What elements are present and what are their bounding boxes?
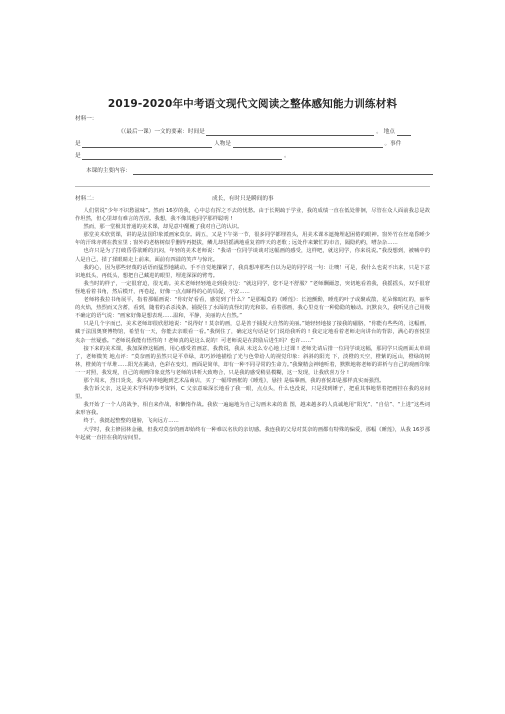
paragraph: 也许只是为了打破昏昏欲睡的沉闷，年轻的美术老师说：“我请一位同学谈谈对这幅画的感受，这样吧，就这同学，你来说说。”我没想到，被喊中的人是自己，揉了揉眼睛走上前来，面前有四溢的笑声与惊诧。 bbox=[75, 248, 430, 263]
answer-blank-people[interactable] bbox=[233, 142, 383, 148]
answer-blank-main-content[interactable] bbox=[133, 169, 433, 175]
paragraph: 接下来的美术课，我加深修这幅画，用心感受着画意，我教说，我从 未这么专心地上过课 ! 老师先请后排一位同学谈这幅，那同学只说画面太单调了，老师微笑 地点评：“莫奈画的虽然只是平草绿，却巧妙地描绘了光与色带给人的视觉印象：斜斜的阳光 下，淡橙的天空，橙紫的远山，橙绿的树林，橙黄的干草堆……阳光在跳动，色彩在变幻，画面是简单，却有一种不同寻常的生命力。”我聚精会神地听着，默默地将老师的讲析与自己的观画印象一一对照，我发现，自己的观画印象竟然与老师的讲析大致吻合，只是我的感受稍显模糊，这一发现，让我欣喜万分 ! bbox=[75, 345, 430, 376]
paragraph: 老师将我拉书角展平，指着那幅画说：“你好好看看，感觉到了什么？”是那幅莫的《睡莲》：长池颤勳，睡莲的叶子或聚或散，花朵像暗红的，丽华的火焰，热烈而又含蓄，看到，随着的杀杀浅条，捕捉住了水面的真怪幻的光和影。看着那画，我心里竟有一种隐隐的触动。沉默良久，我听见自己用极不确定的语气说：“画家好像是想表现……温和，平静，美丽的大自然。” bbox=[75, 297, 430, 320]
q2-line bbox=[86, 168, 433, 175]
answer-line-extra[interactable] bbox=[75, 186, 430, 187]
paragraph: 我开始了一个人的战争，相自来作战，和懒惰作战。我依一遍遍地为自己勾画未来的蓝 图，越来越多的人真诚地用“阳光”、“自信”、“上进”这些词来形容我。 bbox=[75, 402, 430, 417]
paragraph: 我的心，因为那些轻蔑的话语而猛烈地跳动。手不自觉地攥紧了，我真想冲那些自以为是的同学说一句：让噢！可是，我什么也说不出来，只是下意识地低头，再低头，想把自己藏进的眼里，埋进深深的臂弯。 bbox=[75, 264, 430, 279]
paragraph: 那个周末，烈日炎炎，我兴冲冲地跑到艺术品商店，买了一幅带画框的《睡莲》，悬挂 是临摹画，我的喜悦却是那样真实而强烈。 bbox=[83, 377, 385, 384]
paragraph: 大学时，我主修园林金融，但我对莫奈的画却始终有一种难以名状的亲切感。我连我的父母对莫奈的画都有特殊的偏爱，那幅《睡莲》，从我 16岁那年起就一直挂在我的房间里。 bbox=[75, 426, 430, 441]
q1-text: 《（最后一课）一文的要素：时间是 bbox=[118, 129, 205, 135]
q1-line3-end: 。 bbox=[284, 153, 290, 159]
answer-blank-place[interactable] bbox=[82, 142, 212, 148]
q1-line3 bbox=[75, 153, 290, 160]
paragraph: 只是几个字而已，美术老师却很欣慰地说：“说得好 ! 莫奈的画，总是善于捕捉大自然的美丽。”她轻轻地接了接我的磁胳，“你能有些些的，这幅画，藏于法国奥赛博物馆，希望有一天，你能去亲眼看一看。”我倒住了，确定这句话是专门说给我听的 ! 我定定地看着老师走向讲台的背影，满心的喜悦里夹杂一丝疑惑。“老师说我能有悟性的 ! 老师真的是这么说的！可老师说是在鼓励后进生吗？也许……” bbox=[75, 321, 430, 344]
q1-line2-start: 是 bbox=[75, 141, 81, 147]
material2-subtitle: 成长，有时只是瞬间的事 bbox=[212, 196, 274, 202]
paragraph: 那堂美术欣赏课，讲的是法国印象派画家莫奈。阔五，又是下午第一节，很多同学都埋着头，用美术课本遮掩埋起困倦的眼神。窗外竹在丝毫昏睡少年的汗珠亦薄在教室里 ; 窗外的老榕树似乎删得再挺拔，鳞儿却招摇满地重复着昨天的老歌 ; 远处作来繁忙的市音，隔隐约约，嘈杂杂…… bbox=[75, 232, 430, 247]
answer-blank-event[interactable] bbox=[82, 154, 282, 160]
q1-line2-end: 。事件 bbox=[384, 141, 402, 147]
q1-mid: 。 地点 bbox=[376, 129, 395, 135]
answer-blank-time[interactable] bbox=[206, 130, 374, 136]
paragraph: 然而，那一堂极其普通的美术课，却见意中醒覆了我对自己的认识。 bbox=[83, 224, 243, 231]
document-title: 2019-2020年中考语文现代文阅读之整体感知能力训练材料 bbox=[107, 98, 398, 110]
material2-label: 材料二： bbox=[75, 196, 98, 202]
paragraph: 终于，我挺起整整的翅膀，飞向远方…… bbox=[83, 418, 179, 425]
q1-line2-mid: 人物是 bbox=[214, 141, 231, 147]
paragraph: 人们常说“少年不识愁滋味”。然而 16岁的我，心中总有挥之不去的忧愁。由于长期疏于学业，我的成绩一直在低处徘徊，尽管在众人面前我总是故作坦然，但心里却有难言的苦涩。我想，我不像其他同学那样聪明 ! bbox=[75, 208, 430, 223]
q1-line2 bbox=[75, 141, 401, 148]
q1-line1 bbox=[118, 129, 411, 136]
material1-label: 材料一： bbox=[75, 116, 98, 122]
paragraph: 我当时的样子，一定很窘迫，很无助。美术老师轻轻地走到我旁边：“就这同学，您不是不舒服？”老师酬爾忽，突切地看着我，我摇摇头，双手很窘怪地看着书角，然后模开，再卷起，好像一点点睇得的心的局促，不安…… bbox=[75, 280, 430, 295]
q2-text: 本课的主要内容： bbox=[86, 168, 131, 174]
paragraph: 我告诉父亲，这是美术学科的参考资料，C 父亲意味深长地看了我一眼，点点头，什么也没说，只是找到锤子，把重其事地帮着把画挂在我的房间里。 bbox=[75, 386, 430, 401]
q1-line3-start: 是 bbox=[75, 153, 81, 159]
answer-blank-place-start[interactable] bbox=[397, 130, 411, 136]
material2-body bbox=[75, 207, 430, 442]
